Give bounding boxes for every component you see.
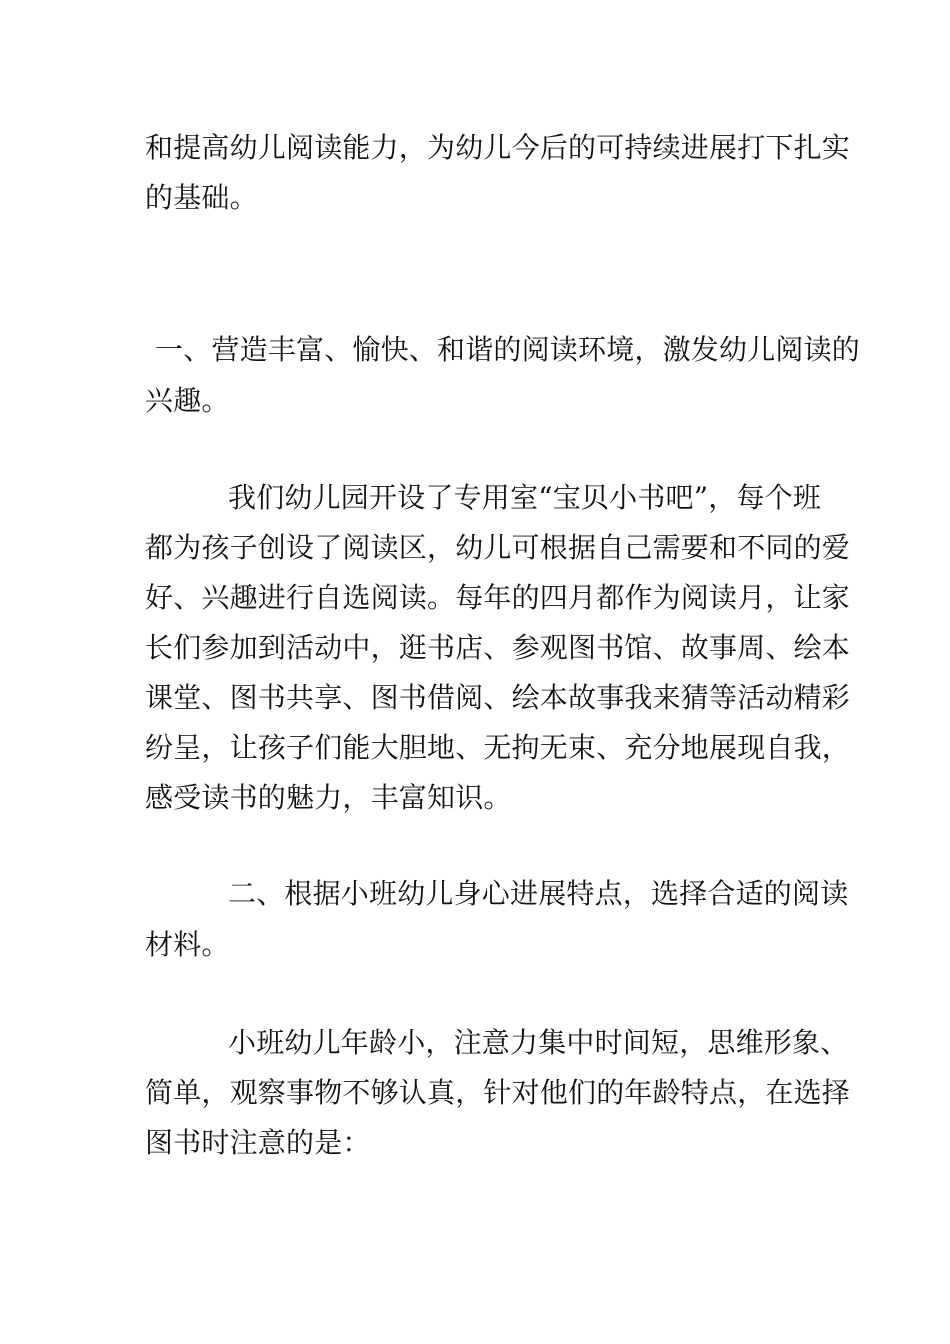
section-heading: 一、营造丰富、愉快、和谐的阅读环境，激发幼儿阅读的: [155, 333, 861, 366]
paragraph-line: 感受读书的魅力，丰富知识。: [145, 781, 512, 814]
paragraph-line: 我们幼儿园开设了专用室“宝贝小书吧”，每个班: [228, 481, 822, 514]
paragraph-line: 都为孩子创设了阅读区，幼儿可根据自己需要和不同的爱: [145, 531, 851, 564]
paragraph-line: 长们参加到活动中，逛书店、参观图书馆、故事周、绘本: [145, 631, 851, 664]
paragraph-line: 和提高幼儿阅读能力，为幼儿今后的可持续进展打下扎实: [145, 131, 851, 164]
paragraph-line: 课堂、图书共享、图书借阅、绘本故事我来猜等活动精彩: [145, 681, 851, 714]
paragraph-line: 小班幼儿年龄小，注意力集中时间短，思维形象、: [228, 1026, 849, 1059]
section-heading: 兴趣。: [145, 384, 230, 417]
paragraph-line: 的基础。: [145, 181, 258, 214]
paragraph-line: 图书时注意的是：: [145, 1126, 371, 1159]
paragraph-line: 好、兴趣进行自选阅读。每年的四月都作为阅读月，让家: [145, 581, 851, 614]
section-heading: 二、根据小班幼儿身心进展特点，选择合适的阅读: [228, 877, 849, 910]
paragraph-line: 纷呈，让孩子们能大胆地、无拘无束、充分地展现自我，: [145, 731, 851, 764]
paragraph-line: 简单，观察事物不够认真，针对他们的年龄特点，在选择: [145, 1076, 851, 1109]
section-heading: 材料。: [145, 928, 230, 961]
